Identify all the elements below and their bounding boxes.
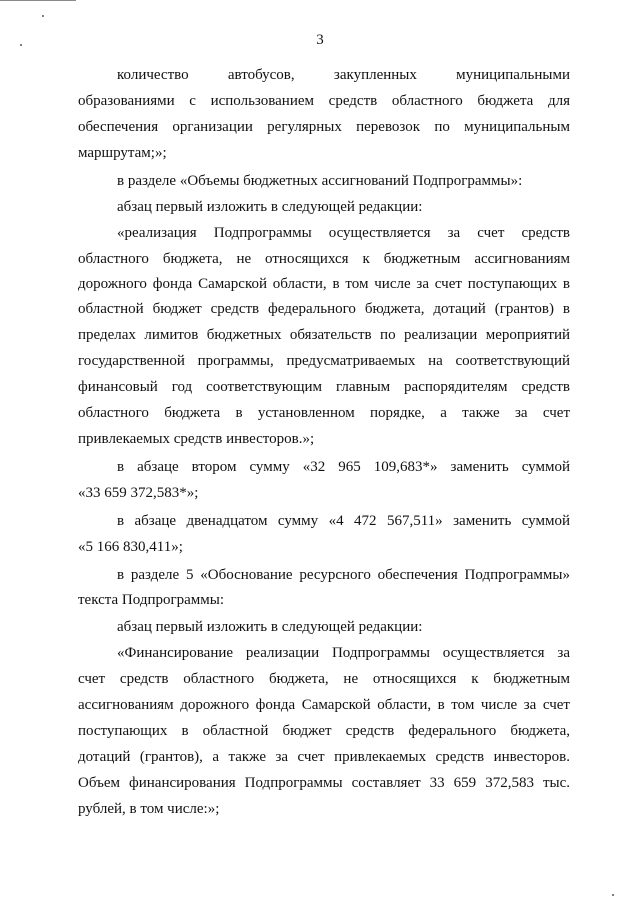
text-line: «5 166 830,411»; <box>78 539 183 555</box>
text-line: привлекаемых средств инвесторов.»; <box>78 431 315 447</box>
text-line: ассигнованиям дорожного фонда Самарской области, в том числе за счет <box>78 697 570 713</box>
text-line: обеспечения организации регулярных перевозок по муниципальным <box>78 119 570 135</box>
text-line: текста Подпрограммы: <box>78 592 225 608</box>
text-line: рублей, в том числе:»; <box>78 801 220 817</box>
text-line: областного бюджета в установленном порядке, а также за счет <box>78 405 570 421</box>
text-line: образованиями с использованием средств областного бюджета для <box>78 93 570 109</box>
text-line: дорожного фонда Самарской области, в том числе за счет поступающих в <box>78 276 570 292</box>
text-line: абзац первый изложить в следующей редакции: <box>117 199 423 215</box>
text-line: дотаций (грантов), а также за счет привлекаемых средств инвесторов. <box>78 749 570 765</box>
scan-speck <box>612 894 614 896</box>
text-line: государственной программы, предусматриваемых на соответствующий <box>78 353 570 369</box>
text-line: областного бюджета, не относящихся к бюджетным ассигнованиям <box>78 251 570 267</box>
text-line: «Финансирование реализации Подпрограммы осуществляется за <box>117 645 570 661</box>
scan-edge-rule <box>0 0 76 1</box>
page-number: 3 <box>316 32 324 48</box>
text-line: «реализация Подпрограммы осуществляется за счет средств <box>117 225 570 241</box>
text-line: количество автобусов, закупленных муниципальными <box>117 67 570 83</box>
text-line: областной бюджет средств федерального бюджета, дотаций (грантов) в <box>78 301 570 317</box>
text-line: в абзаце втором сумму «32 965 109,683*» заменить суммой <box>117 459 570 475</box>
text-line: Объем финансирования Подпрограммы составляет 33 659 372,583 тыс. <box>78 775 570 791</box>
text-line: маршрутам;»; <box>78 145 167 161</box>
text-line: абзац первый изложить в следующей редакции: <box>117 619 423 635</box>
text-line: финансовый год соответствующим главным распорядителям средств <box>78 379 570 395</box>
text-line: поступающих в областной бюджет средств федерального бюджета, <box>78 723 570 739</box>
text-line: пределах лимитов бюджетных обязательств по реализации мероприятий <box>78 327 570 343</box>
scan-speck <box>42 15 44 17</box>
text-line: в разделе «Объемы бюджетных ассигнований Подпрограммы»: <box>117 173 523 189</box>
text-line: в абзаце двенадцатом сумму «4 472 567,511» заменить суммой <box>117 513 570 529</box>
text-line: «33 659 372,583*»; <box>78 485 199 501</box>
text-line: в разделе 5 «Обоснование ресурсного обеспечения Подпрограммы» <box>117 567 570 583</box>
text-line: счет средств областного бюджета, не относящихся к бюджетным <box>78 671 570 687</box>
